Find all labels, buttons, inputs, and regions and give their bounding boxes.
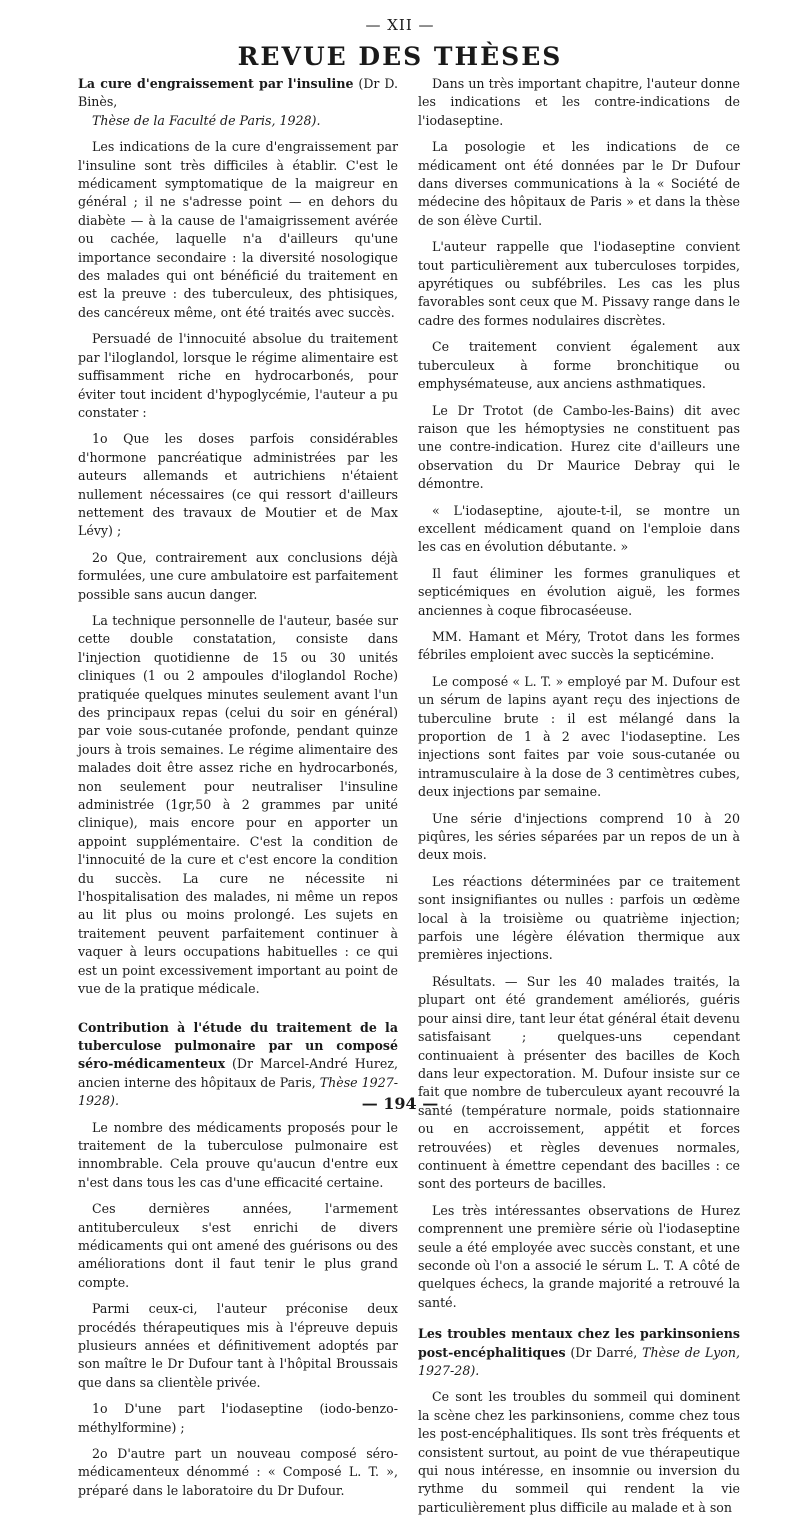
article-1-paragraph: 1o Que les doses parfois considérables d'hormone pancréatique administrées par les auteurs allemands et autrichiens n'étaient nullement nécessaires (ce qui ressort d'ailleurs nettement des travaux de Moutier et de Max Lévy) ;	[78, 431, 398, 539]
left-column	[78, 75, 398, 1500]
right-column	[418, 75, 740, 1517]
article-2-paragraph: La posologie et les indications de ce médicament ont été données par le Dr Dufour dans diverses communications à la « Société de médecine des hôpitaux de Paris » et dans la thèse de son élève Curtil.	[418, 139, 740, 228]
article-2-source: Thèse 1927-1928).	[78, 1074, 398, 1109]
article-1-source: Thèse de la Faculté de Paris, 1928).	[92, 112, 321, 128]
article-2-paragraph: Ces dernières années, l'armement antituberculeux s'est enrichi de divers médicaments qui ont amené des guérisons ou des améliorations dont il faut tenir le plus grand compte.	[78, 1201, 398, 1290]
article-3-source: Thèse de Lyon, 1927-28).	[418, 1344, 740, 1378]
page-number: — 194 —	[361, 1094, 439, 1113]
article-2-author: (Dr Marcel-André Hurez, ancien interne des hôpitaux de Paris,	[78, 1056, 398, 1090]
article-2-paragraph: L'auteur rappelle que l'iodaseptine convient tout particulièrement aux tuberculoses torpides, apyrétiques ou subfébriles. Les cas les plus favorables sont ceux que M. Pissavy range dans le cadre des formes nodulaires discrètes.	[418, 239, 740, 328]
article-1-author: (Dr D. Binès,	[78, 76, 398, 110]
article-2-paragraph: 2o D'autre part un nouveau composé séro-médicamenteux dénommé : « Composé L. T. », préparé dans le laboratoire du Dr Dufour.	[78, 1446, 398, 1498]
article-3-heading	[418, 1325, 740, 1380]
article-2-paragraph: Le composé « L. T. » employé par M. Dufour est un sérum de lapins ayant reçu des injections de tuberculine brute : il est mélangé dans la proportion de 1 à 2 avec l'iodaseptine. Les injections sont faites par voie sous-cutanée ou intramusculaire à la dose de 3 centimètres cubes, deux injections par semaine.	[418, 673, 740, 800]
section-title: REVUE DES THÈSES	[237, 42, 563, 71]
article-2-paragraph: « L'iodaseptine, ajoute-t-il, se montre un excellent médicament quand on l'emploie dans les cas en évolution débutante. »	[418, 502, 740, 555]
article-1-title: La cure d'engraissement par l'insuline	[78, 76, 354, 91]
article-2-title: Contribution à l'étude du traitement de la tuberculose pulmonaire par un composé séro-médicamenteux	[78, 1019, 398, 1072]
article-2-paragraph: 1o D'une part l'iodaseptine (iodo-benzo-méthylformine) ;	[78, 1401, 398, 1435]
article-2-paragraph: Les réactions déterminées par ce traitement sont insignifiantes ou nulles : parfois un œdème local à la troisième ou quatrième injection; parfois une légère élévation thermique aux premières injections.	[418, 873, 740, 963]
article-3-heading-block	[418, 1325, 740, 1380]
article-2-paragraph: Il faut éliminer les formes granuliques et septicémiques en évolution aiguë, les formes anciennes à coque fibrocaséeuse.	[418, 565, 740, 618]
article-3-title: Les troubles mentaux chez les parkinsoniens post-encéphalitiques	[418, 1326, 740, 1360]
article-1-paragraph: 2o Que, contrairement aux conclusions déjà formulées, une cure ambulatoire est parfaitement possible sans aucun danger.	[78, 549, 398, 602]
article-2-paragraph: Le Dr Trotot (de Cambo-les-Bains) dit avec raison que les hémoptysies ne constituent pas une contre-indication. Hurez cite d'ailleurs une observation du Dr Maurice Debray qui le démontre.	[418, 402, 740, 492]
article-1-heading	[78, 75, 398, 112]
article-1-paragraph: La technique personnelle de l'auteur, basée sur cette double constatation, consiste dans l'injection quotidienne de 15 ou 30 unités cliniques (1 ou 2 ampoules d'iloglandol Roche) pratiquée quelques minutes seulement avant l'un des principaux repas (celui du soir en général) par voie sous-cutanée profonde, pendant quinze jours à trois semaines. Le régime alimentaire des malades doit être assez riche en hydrocarbonés, non seulement pour neutraliser l'insuline administrée (1gr,50 à 2 grammes par unité clinique), mais encore pour en apporter un appoint supplémentaire. C'est la condition de l'innocuité de la cure et c'est encore la condition du succès. La cure ne nécessite ni l'hospitalisation des malades, ni même un repos au lit plus ou moins prolongé. Les sujets en traitement peuvent parfaitement continuer à vaquer à leurs occupations habituelles : ce qui est un point excessivement important au point de vue de la pratique médicale.	[78, 612, 398, 997]
article-1-paragraph: Les indications de la cure d'engraissement par l'insuline sont très difficiles à établir. C'est le médicament symptomatique de la maigreur en général ; il ne s'adresse point — en dehors du diabète — à la cause de l'amaigrissement avérée ou cachée, laquelle n'a d'ailleurs qu'une importance secondaire : la diversité nosologique des malades qui ont bénéficié du traitement en est la preuve : des tuberculeux, des phtisiques, des cancéreux même, ont été traités avec succès.	[78, 139, 398, 320]
article-2-results-paragraph: Résultats. — Sur les 40 malades traités, la plupart ont été grandement améliorés, guéris pour ainsi dire, tant leur état général était devenu satisfaisant ; quelques-uns cependant continuaient à présenter des bacilles de Koch dans leur expectoration. M. Dufour insiste sur ce fait que nombre de tuberculeux ayant recouvré la santé (température normale, poids stationnaire ou en accroissement, appétit et forces retrouvées) et règles devenues normales, continuent à émettre cependant des bacilles : ce sont des porteurs de bacilles.	[418, 973, 740, 1192]
roman-page-number: — XII —	[365, 16, 435, 34]
article-2-paragraph: Dans un très important chapitre, l'auteur donne les indications et les contre-indications de l'iodaseptine.	[418, 76, 740, 128]
article-3-paragraph: Ce sont les troubles du sommeil qui dominent la scène chez les parkinsoniens, comme chez tous les post-encéphalitiques. Ils sont très fréquents et consistent surtout, au point de vue thérapeutique qui nous intéresse, en insomnie ou inversion du rythme du sommeil qui rendent la vie particulièrement plus difficile au malade et à son	[418, 1389, 740, 1515]
article-2-paragraph: Le nombre des médicaments proposés pour le traitement de la tuberculose pulmonaire est innombrable. Cela prouve qu'aucun d'entre eux n'est dans tous les cas d'une efficacité certaine.	[78, 1119, 398, 1190]
article-3-author: (Dr Darré,	[570, 1344, 638, 1360]
article-2-paragraph: MM. Hamant et Méry, Trotot dans les formes fébriles emploient avec succès la septicémine.	[418, 628, 740, 663]
article-2-paragraph: Une série d'injections comprend 10 à 20 piqûres, les séries séparées par un repos de un à deux mois.	[418, 810, 740, 863]
article-2-paragraph: Les très intéressantes observations de Hurez comprennent une première série où l'iodaseptine seule a été employée avec succès constant, et une seconde où l'on a associé le sérum L. T. A côté de quelques échecs, la grande majorité a retrouvé la santé.	[418, 1202, 740, 1310]
article-2-paragraph: Parmi ceux-ci, l'auteur préconise deux procédés thérapeutiques mis à l'épreuve depuis plusieurs années et définitivement adoptés par son maître le Dr Dufour tant à l'hôpital Broussais que dans sa clientèle privée.	[78, 1301, 398, 1390]
article-1-paragraph: Persuadé de l'innocuité absolue du traitement par l'iloglandol, lorsque le régime alimentaire est suffisamment riche en hydrocarbonés, pour éviter tout incident d'hypoglycémie, l'auteur a pu constater :	[78, 331, 398, 420]
article-2-paragraph: Ce traitement convient également aux tuberculeux à forme bronchitique ou emphysémateuse, aux anciens asthmatiques.	[418, 339, 740, 392]
